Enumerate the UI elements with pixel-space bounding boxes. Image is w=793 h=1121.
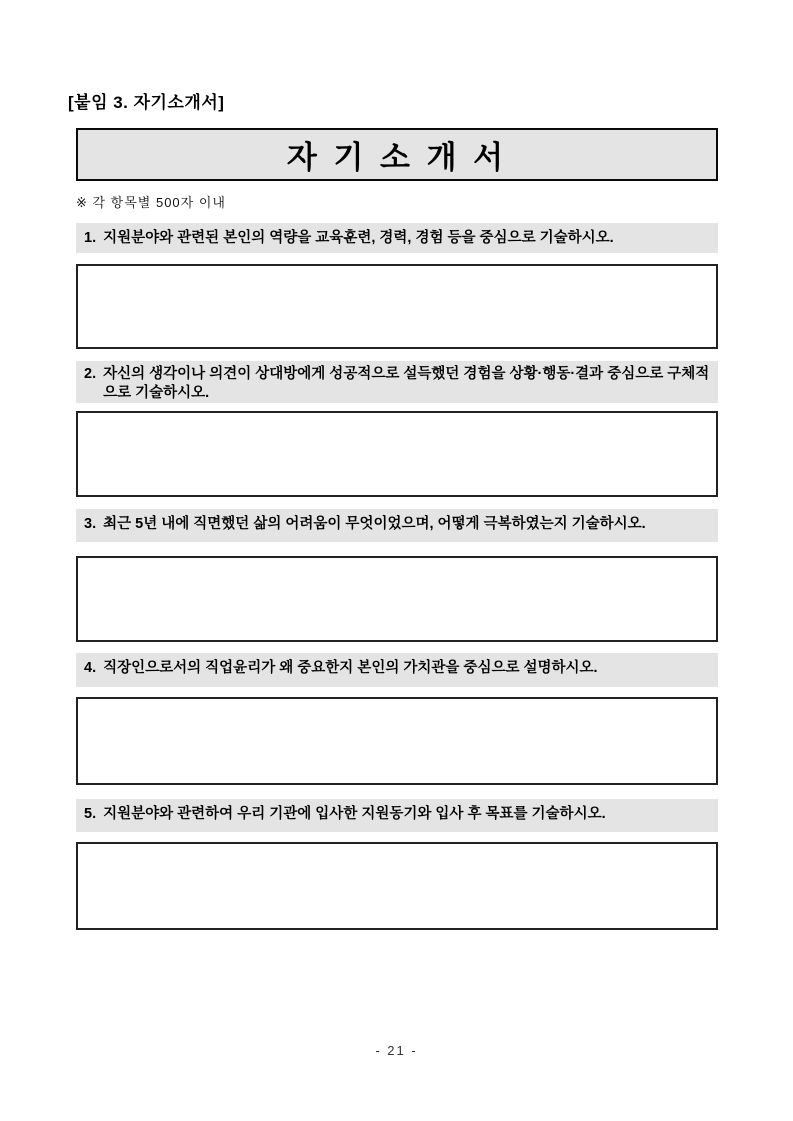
question-number-3: 3. bbox=[84, 516, 97, 532]
answer-box-2[interactable] bbox=[76, 411, 718, 497]
question-number-5: 5. bbox=[84, 806, 97, 822]
question-number-1: 1. bbox=[84, 230, 97, 246]
question-text-4: 직장인으로서의 직업윤리가 왜 중요한지 본인의 가치관을 중심으로 설명하시오. bbox=[103, 660, 598, 676]
question-header-5 bbox=[76, 799, 718, 832]
question-text-1: 지원분야와 관련된 본인의 역량을 교육훈련, 경력, 경험 등을 중심으로 기술하시오. bbox=[103, 230, 614, 246]
question-header-3 bbox=[76, 509, 718, 542]
attachment-label: [붙임 3. 자기소개서] bbox=[68, 93, 225, 112]
question-text-2: 자신의 생각이나 의견이 상대방에게 성공적으로 설득했던 경험을 상황·행동·결과 중심으로 구체적으로 기술하시오. bbox=[103, 366, 710, 401]
title-box bbox=[76, 128, 718, 181]
char-limit-note: ※ 각 항목별 500자 이내 bbox=[76, 195, 226, 210]
answer-box-4[interactable] bbox=[76, 697, 718, 785]
answer-box-3[interactable] bbox=[76, 556, 718, 642]
page-number: - 21 - bbox=[375, 1043, 418, 1058]
answer-box-5[interactable] bbox=[76, 842, 718, 930]
question-text-5: 지원분야와 관련하여 우리 기관에 입사한 지원동기와 입사 후 목표를 기술하시오. bbox=[103, 806, 606, 822]
question-text-3: 최근 5년 내에 직면했던 삶의 어려움이 무엇이었으며, 어떻게 극복하였는지 기술하시오. bbox=[103, 516, 646, 532]
page-title: 자 기 소 개 서 bbox=[286, 140, 508, 175]
question-number-2: 2. bbox=[84, 366, 97, 382]
question-number-4: 4. bbox=[84, 660, 97, 676]
question-header-1 bbox=[76, 223, 718, 253]
question-header-4 bbox=[76, 653, 718, 687]
answer-box-1[interactable] bbox=[76, 264, 718, 349]
question-header-2 bbox=[76, 361, 718, 403]
